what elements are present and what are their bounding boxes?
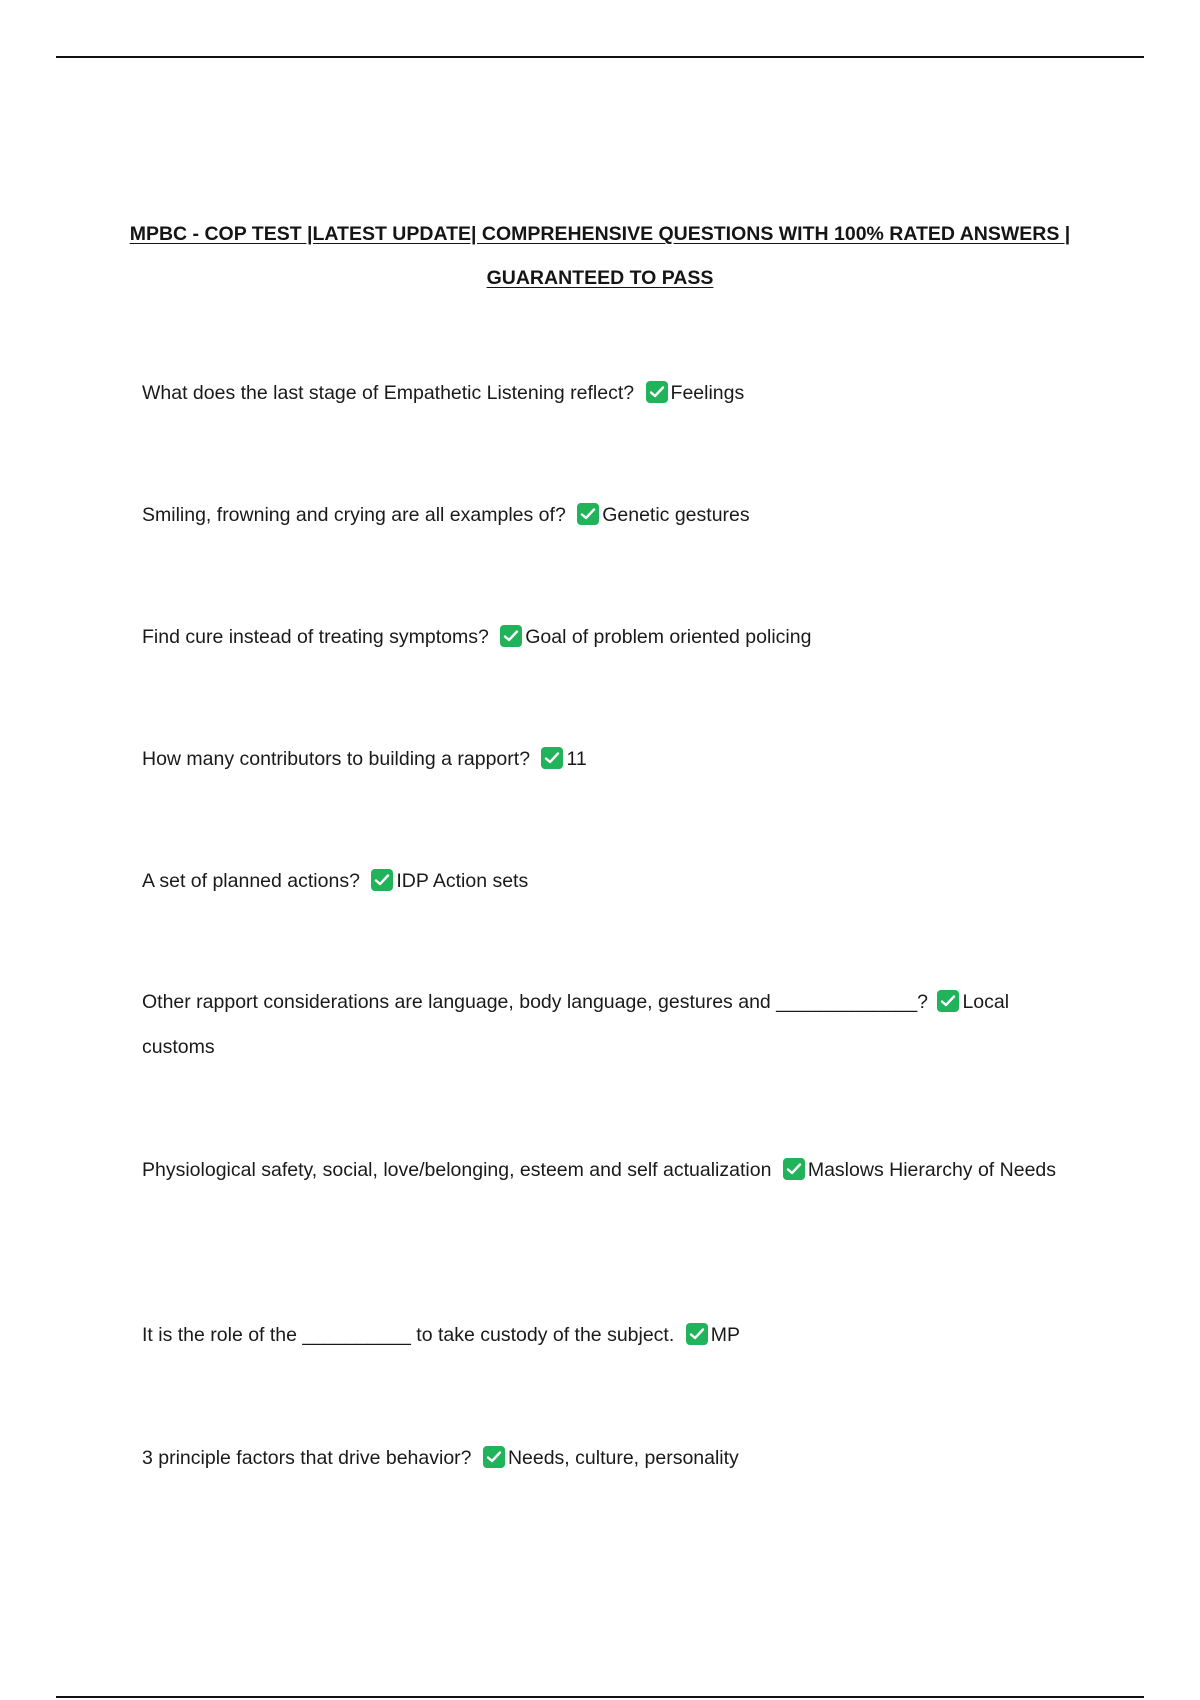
question-text: What does the last stage of Empathetic Listening reflect?: [142, 382, 635, 404]
answer-text: Maslows Hierarchy of Needs: [807, 1159, 1057, 1181]
qa-item-5: [142, 859, 1082, 904]
qa-item-8: [142, 1313, 1082, 1358]
qa-item-4: [142, 737, 1082, 782]
answer-text: Feelings: [670, 382, 745, 404]
check-mark-icon: [577, 503, 599, 525]
check-mark-icon: [646, 381, 668, 403]
qa-item-7: [142, 1148, 1082, 1193]
answer-text: MP: [710, 1324, 740, 1346]
check-mark-icon: [500, 625, 522, 647]
question-text: 3 principle factors that drive behavior?: [142, 1447, 472, 1469]
question-text: Smiling, frowning and crying are all examples of?: [142, 504, 566, 526]
answer-text: Local customs: [142, 991, 1010, 1058]
document-title: MPBC - COP TEST |LATEST UPDATE| COMPREHENSIVE QUESTIONS WITH 100% RATED ANSWERS | GUARANTEED TO PASS: [129, 223, 1071, 289]
answer-text: 11: [566, 748, 587, 770]
check-mark-icon: [783, 1158, 805, 1180]
check-mark-icon: [686, 1323, 708, 1345]
answer-text: Needs, culture, personality: [507, 1447, 739, 1469]
question-text: It is the role of the __________ to take custody of the subject.: [142, 1324, 675, 1346]
qa-item-2: [142, 493, 1082, 538]
qa-item-1: [142, 371, 1082, 416]
question-text: Physiological safety, social, love/belonging, esteem and self actualization: [142, 1159, 772, 1181]
top-rule: [56, 56, 1144, 58]
bottom-rule: [56, 1696, 1144, 1698]
answer-text: IDP Action sets: [396, 870, 529, 892]
answer-text: Goal of problem oriented policing: [525, 626, 812, 648]
question-text: How many contributors to building a rapport?: [142, 748, 531, 770]
question-text: A set of planned actions?: [142, 870, 360, 892]
check-mark-icon: [483, 1446, 505, 1468]
qa-item-6: [142, 980, 1042, 1070]
qa-item-9: [142, 1436, 1082, 1481]
question-text: Find cure instead of treating symptoms?: [142, 626, 489, 648]
question-text: Other rapport considerations are language, body language, gestures and _____________?: [142, 991, 929, 1013]
check-mark-icon: [937, 990, 959, 1012]
check-mark-icon: [541, 747, 563, 769]
check-mark-icon: [371, 869, 393, 891]
qa-item-3: [142, 615, 1082, 660]
answer-text: Genetic gestures: [602, 504, 750, 526]
